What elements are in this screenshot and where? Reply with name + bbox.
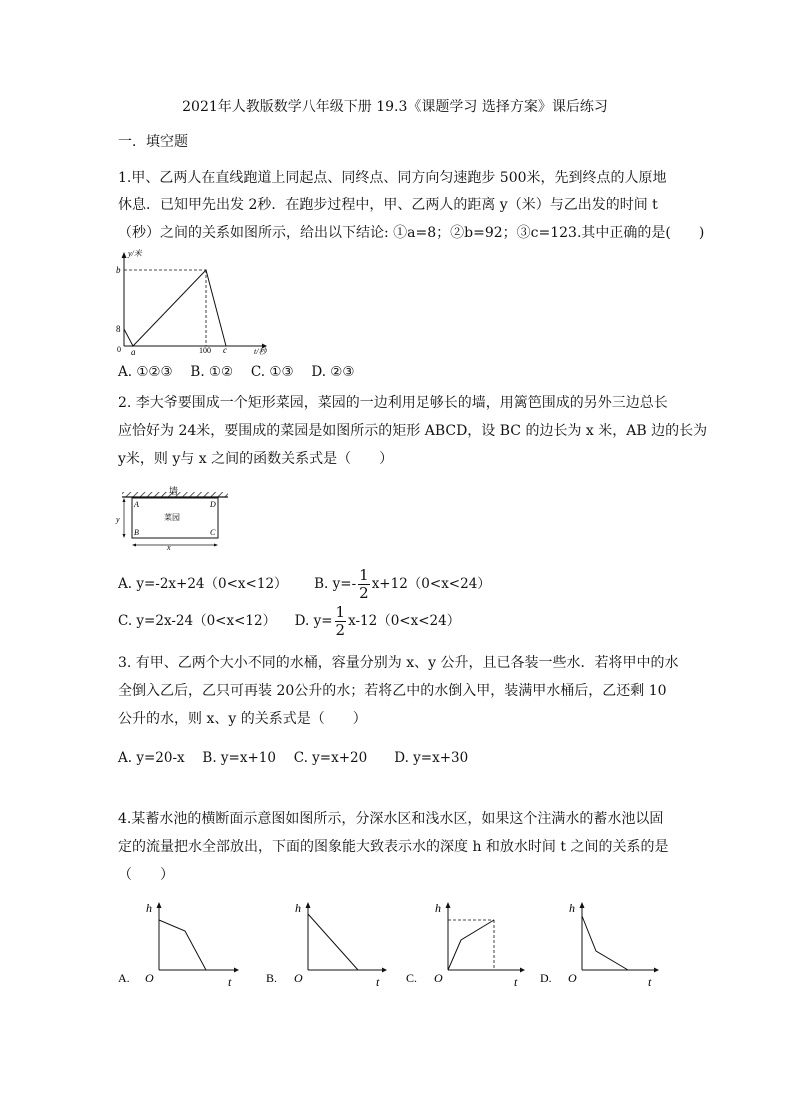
q2-options-row-1 xyxy=(118,568,491,601)
q1-tick-b: b xyxy=(116,265,121,275)
q4-graph-b xyxy=(264,896,394,992)
q2-option-b-suffix: x+12（0<x<24） xyxy=(371,576,491,592)
q4-graph-c xyxy=(404,896,534,992)
q4-b-h-label: h xyxy=(295,901,301,915)
dimension-y: y xyxy=(116,515,120,524)
q4-graph-a xyxy=(116,896,246,992)
q4-option-c-label: C. xyxy=(406,971,418,985)
q4-d-origin: O xyxy=(568,971,577,985)
dimension-x: x xyxy=(167,543,171,552)
q1-distance-time-graph xyxy=(112,246,272,356)
q4-a-h-label: h xyxy=(146,901,152,915)
q1-x-axis-label: t/秒 xyxy=(254,347,267,356)
garden-label: 菜园 xyxy=(164,513,180,522)
vertex-B: B xyxy=(134,528,139,537)
q4-graph-d xyxy=(538,896,668,992)
q4-line-1: 4.某蓄水池的横断面示意图如图所示，分深水区和浅水区，如果这个注满水的蓄水池以固 xyxy=(118,811,664,827)
vertex-D: D xyxy=(210,500,216,509)
page-title: 2021年人教版数学八年级下册 19.3《课题学习 选择方案》课后练习 xyxy=(182,99,608,115)
q2-options-row-2 xyxy=(118,605,460,638)
vertex-A: A xyxy=(134,500,139,509)
q1-line-2: 休息．已知甲先出发 2秒．在跑步过程中，甲、乙两人的距离 y（米）与乙出发的时间 t xyxy=(118,197,658,213)
q2-option-b-prefix: B. y=- xyxy=(314,576,357,592)
q4-line-2: 定的流量把水全部放出，下面的图象能大致表示水的深度 h 和放水时间 t 之间的关系的是 xyxy=(118,839,669,855)
q4-b-t-label: t xyxy=(376,975,380,989)
q2-line-3: y米，则 y与 x 之间的函数关系式是（ ） xyxy=(118,451,394,467)
q3-line-3: 公升的水，则 x、y 的关系式是（ ） xyxy=(118,711,367,727)
q4-d-h-label: h xyxy=(569,901,575,915)
q1-y-axis-label: y/米 xyxy=(128,249,142,258)
q2-option-d-suffix: x-12（0<x<24） xyxy=(348,613,461,629)
q2-line-2: 应恰好为 24米，要围成的菜园是如图所示的矩形 ABCD，设 BC 的边长为 x 米，AB 边的长为 xyxy=(118,423,708,439)
q2-option-d-prefix: D. y= xyxy=(294,613,333,629)
q1-tick-100: 100 xyxy=(199,346,211,355)
q1-tick-8: 8 xyxy=(116,324,121,334)
vertex-C: C xyxy=(210,528,216,537)
q4-a-t-label: t xyxy=(228,975,232,989)
q3-options: A. y=20-x B. y=x+10 C. y=x+20 D. y=x+30 xyxy=(118,750,469,766)
q2-line-1: 2. 李大爷要围成一个矩形菜园，菜园的一边利用足够长的墙，用篱笆围成的另外三边总长 xyxy=(118,395,668,411)
q1-line-1: 1.甲、乙两人在直线跑道上同起点、同终点、同方向匀速跑步 500米，先到终点的人原地 xyxy=(118,170,667,186)
q3-line-1: 3. 有甲、乙两个大小不同的水桶，容量分别为 x、y 公升，且已各装一些水．若将甲中的水 xyxy=(118,655,679,671)
q1-tick-c: c xyxy=(223,345,227,355)
wall-label: 墙 xyxy=(169,486,179,496)
q4-option-d-label: D. xyxy=(540,971,552,985)
q4-option-a-label: A. xyxy=(118,971,130,985)
q2-option-d-fraction: $\frac{1}{2}$ xyxy=(335,603,346,639)
q1-tick-0: 0 xyxy=(117,345,121,354)
q4-b-origin: O xyxy=(294,971,303,985)
q2-garden-figure xyxy=(112,482,232,554)
q1-tick-a: a xyxy=(131,347,136,356)
q4-c-t-label: t xyxy=(514,975,518,989)
q3-line-2: 全倒入乙后，乙只可再装 20公升的水；若将乙中的水倒入甲，装满甲水桶后，乙还剩 10 xyxy=(118,683,667,699)
q4-a-origin: O xyxy=(145,971,154,985)
q4-line-3: （ ） xyxy=(118,867,174,883)
q1-options: A. ①②③ B. ①② C. ①③ D. ②③ xyxy=(118,364,355,380)
q2-option-b-fraction: $\frac{1}{2}$ xyxy=(359,566,369,602)
q4-c-origin: O xyxy=(434,971,443,985)
section-heading: 一．填空题 xyxy=(118,134,188,150)
q4-c-h-label: h xyxy=(435,901,441,915)
q4-d-t-label: t xyxy=(648,975,652,989)
q1-line-3: （秒）之间的关系如图所示，给出以下结论: ①a=8；②b=92；③c=123.其中正确的是( ) xyxy=(118,225,705,241)
q4-option-b-label: B. xyxy=(266,971,278,985)
q2-option-c: C. y=2x-24（0<x<12） xyxy=(118,613,277,629)
q2-option-a: A. y=-2x+24（0<x<12） xyxy=(118,576,288,592)
